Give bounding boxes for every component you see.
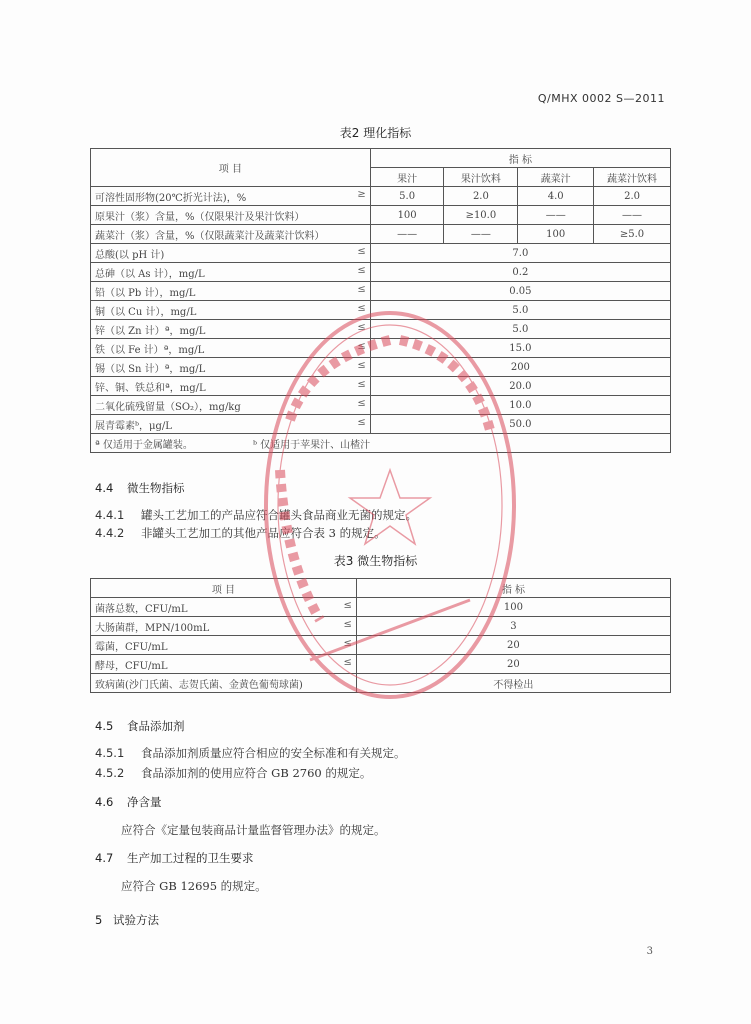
cell-value: 5.0 [370,320,670,339]
row-name: 铅（以 Pb 计），mg/L [95,287,196,299]
table-row [91,358,671,377]
cell-value: 不得检出 [356,674,670,693]
table2-subcol: 果汁饮料 [444,168,518,187]
cell-value: 15.0 [370,339,670,358]
section-number: 4.5 [95,719,114,733]
row-name: 展青霉素ᵇ，μg/L [95,420,172,432]
section-title: 食品添加剂 [127,719,185,733]
table2-head-item: 项 目 [91,149,371,187]
row-name: 总酸(以 pH 计) [95,249,165,261]
table-row [91,301,671,320]
section-title: 试验方法 [113,913,159,927]
cell-value: 4.0 [518,187,594,206]
cell-value: 7.0 [370,244,670,263]
para-4-6: 应符合《定量包装商品计量监督管理办法》的规定。 [121,823,386,837]
section-title: 净含量 [127,795,162,809]
cell-value: 20 [356,655,670,674]
table-row [91,282,671,301]
row-name: 蔬菜汁（浆）含量，%（仅限蔬菜汁及蔬菜汁饮料） [95,230,325,242]
footnote-a: ª 仅适用于金属罐装。 [95,439,193,451]
cell-value: —— [594,206,671,225]
para-text: 食品添加剂的使用应符合 GB 2760 的规定。 [141,766,372,780]
row-operator: ≤ [357,378,366,390]
cell-value: 0.05 [370,282,670,301]
section-4-4 [95,480,185,496]
table2-subcol: 果汁 [370,168,444,187]
cell-value: 50.0 [370,415,670,434]
table3-head-index: 指 标 [356,579,670,598]
row-operator: ≤ [357,397,366,409]
section-number: 5 [95,913,103,927]
cell-value: 200 [370,358,670,377]
row-operator: ≤ [357,264,366,276]
row-name: 锌、铜、铁总和ª，mg/L [95,382,206,394]
row-operator: ≤ [357,340,366,352]
table-row [91,320,671,339]
section-4-6 [95,794,162,810]
row-name: 酵母，CFU/mL [95,660,168,672]
table-row [91,187,671,206]
cell-value: 10.0 [370,396,670,415]
para-text: 罐头工艺加工的产品应符合罐头食品商业无菌的规定。 [141,508,417,522]
table2-subcol: 蔬菜汁 [518,168,594,187]
cell-value: 20 [356,636,670,655]
row-name: 锌（以 Zn 计）ª，mg/L [95,325,206,337]
row-name: 致病菌(沙门氏菌、志贺氏菌、金黄色葡萄球菌) [95,679,303,691]
section-number: 4.6 [95,795,114,809]
table-row [91,377,671,396]
para-text: 食品添加剂质量应符合相应的安全标准和有关规定。 [141,746,406,760]
para-number: 4.4.2 [95,526,125,540]
para-text: 非罐头工艺加工的其他产品应符合表 3 的规定。 [141,526,386,540]
cell-value: 5.0 [370,187,444,206]
section-4-5 [95,718,185,734]
table2-physicochemical [90,148,671,453]
row-name: 二氧化硫残留量（SO₂），mg/kg [95,401,241,413]
row-operator: ≤ [357,321,366,333]
para-number: 4.5.2 [95,766,125,780]
row-name: 锡（以 Sn 计）ª，mg/L [95,363,206,375]
cell-value: ≥5.0 [594,225,671,244]
cell-value: 5.0 [370,301,670,320]
para-number: 4.4.1 [95,508,125,522]
row-name: 可溶性固形物(20℃折光计法)，% [95,192,247,204]
section-number: 4.4 [95,481,114,495]
row-operator: ≥ [357,188,366,200]
table-row [91,206,671,225]
para-4-4-2 [95,525,386,541]
row-name: 霉菌，CFU/mL [95,641,168,653]
cell-value: 100 [356,598,670,617]
cell-value: —— [518,206,594,225]
table-footnote-row [91,434,671,453]
section-number: 4.7 [95,851,114,865]
footnote-b: ᵇ 仅适用于苹果汁、山楂汁 [252,439,371,451]
cell-value: 100 [370,206,444,225]
table-row [91,225,671,244]
table-row [91,339,671,358]
cell-value: 0.2 [370,263,670,282]
cell-value: 2.0 [444,187,518,206]
section-title: 微生物指标 [127,481,185,495]
table-row [91,674,671,693]
table2-head-index: 指 标 [370,149,670,168]
row-name: 原果汁（浆）含量，%（仅限果汁及果汁饮料） [95,211,305,223]
row-operator: ≤ [357,245,366,257]
section-4-7 [95,850,254,866]
table2-subcol: 蔬菜汁饮料 [594,168,671,187]
table3-caption: 表3 微生物指标 [333,554,418,568]
document-code: Q/MHX 0002 S—2011 [537,92,665,105]
row-operator: ≤ [357,416,366,428]
para-4-5-1 [95,745,406,761]
row-operator: ≤ [357,283,366,295]
row-name: 总砷（以 As 计），mg/L [95,268,205,280]
page-number: 3 [646,946,653,957]
table-row [91,244,671,263]
table-row [91,636,671,655]
row-operator: ≤ [357,302,366,314]
para-4-7: 应符合 GB 12695 的规定。 [121,879,267,893]
cell-value: 3 [356,617,670,636]
cell-value: ≥10.0 [444,206,518,225]
table2-caption: 表2 理化指标 [339,126,412,140]
table-row [91,598,671,617]
row-operator: ≤ [343,618,352,630]
section-title: 生产加工过程的卫生要求 [127,851,254,865]
para-4-5-2 [95,765,371,781]
cell-value: 2.0 [594,187,671,206]
row-operator: ≤ [357,359,366,371]
row-operator: ≤ [343,656,352,668]
row-name: 铜（以 Cu 计），mg/L [95,306,197,318]
cell-value: 20.0 [370,377,670,396]
table3-head-item: 项 目 [91,579,357,598]
cell-value: 100 [518,225,594,244]
table-row [91,396,671,415]
table-row [91,263,671,282]
row-name: 大肠菌群，MPN/100mL [95,622,210,634]
cell-value: —— [370,225,444,244]
table-row [91,655,671,674]
cell-value: —— [444,225,518,244]
para-4-4-1 [95,507,417,523]
table-row [91,415,671,434]
table-row [91,617,671,636]
row-name: 菌落总数，CFU/mL [95,603,188,615]
section-5 [95,912,159,928]
row-operator: ≤ [343,599,352,611]
table3-microbiological [90,578,671,693]
para-number: 4.5.1 [95,746,125,760]
row-operator: ≤ [343,637,352,649]
row-name: 铁（以 Fe 计）ª，mg/L [95,344,205,356]
